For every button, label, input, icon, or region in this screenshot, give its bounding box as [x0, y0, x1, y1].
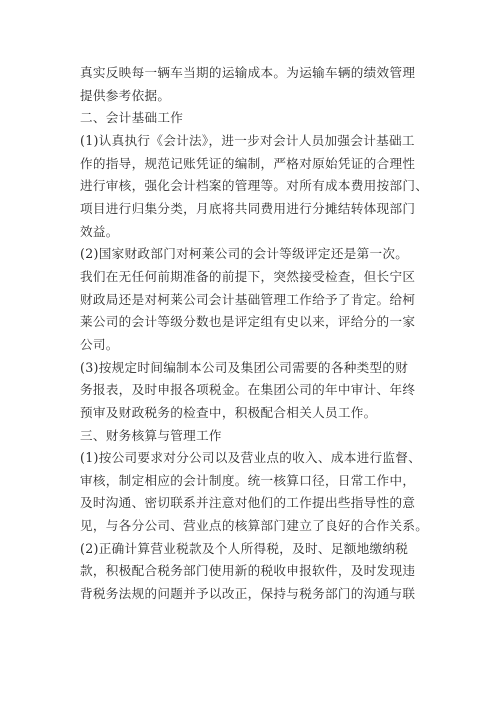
- text-line: 见，与各分公司、营业点的核算部门建立了良好的合作关系。: [80, 518, 429, 534]
- section-heading: 二、会计基础工作: [80, 110, 184, 126]
- document-body: [80, 62, 430, 606]
- text-line: 款，积极配合税务部门使用新的税收申报软件，及时发现违: [80, 563, 416, 579]
- text-line: 背税务法规的问题并予以改正，保持与税务部门的沟通与联: [80, 586, 416, 602]
- text-line: 提供参考依据。: [80, 87, 171, 103]
- text-line: (3)按规定时间编制本公司及集团公司需要的各种类型的财: [80, 359, 409, 375]
- text-line: 财政局还是对柯莱公司会计基础管理工作给予了肯定。给柯: [80, 291, 416, 307]
- text-line: 审核，制定相应的会计制度。统一核算口径，日常工作中，: [80, 472, 416, 488]
- text-line: 公司。: [80, 336, 119, 352]
- text-line: (1)认真执行《会计法》，进一步对会计人员加强会计基础工: [80, 132, 415, 148]
- text-line: 预审及财政税务的检查中，积极配合相关人员工作。: [80, 404, 377, 420]
- text-line: 我们在无任何前期准备的前提下，突然接受检查，但长宁区: [80, 268, 416, 284]
- text-line: 务报表，及时申报各项税金。在集团公司的年中审计、年终: [80, 382, 416, 398]
- text-line: (2)国家财政部门对柯莱公司的会计等级评定还是第一次。: [80, 246, 409, 262]
- section-heading: 三、财务核算与管理工作: [80, 427, 222, 443]
- text-line: 进行审核，强化会计档案的管理等。对所有成本费用按部门、: [80, 178, 429, 194]
- text-line: 效益。: [80, 223, 119, 239]
- text-line: (2)正确计算营业税款及个人所得税，及时、足额地缴纳税: [80, 540, 409, 556]
- text-line: 作的指导，规范记账凭证的编制，严格对原始凭证的合理性: [80, 155, 416, 171]
- text-line: 及时沟通、密切联系并注意对他们的工作提出些指导性的意: [80, 495, 416, 511]
- text-line: 莱公司的会计等级分数也是评定组有史以来，评给分的一家: [80, 314, 416, 330]
- text-line: (1)按公司要求对分公司以及营业点的收入、成本进行监督、: [80, 450, 422, 466]
- text-line: 真实反映每一辆车当期的运输成本。为运输车辆的绩效管理: [80, 65, 416, 80]
- text-line: 项目进行归集分类，月底将共同费用进行分摊结转体现部门: [80, 200, 416, 216]
